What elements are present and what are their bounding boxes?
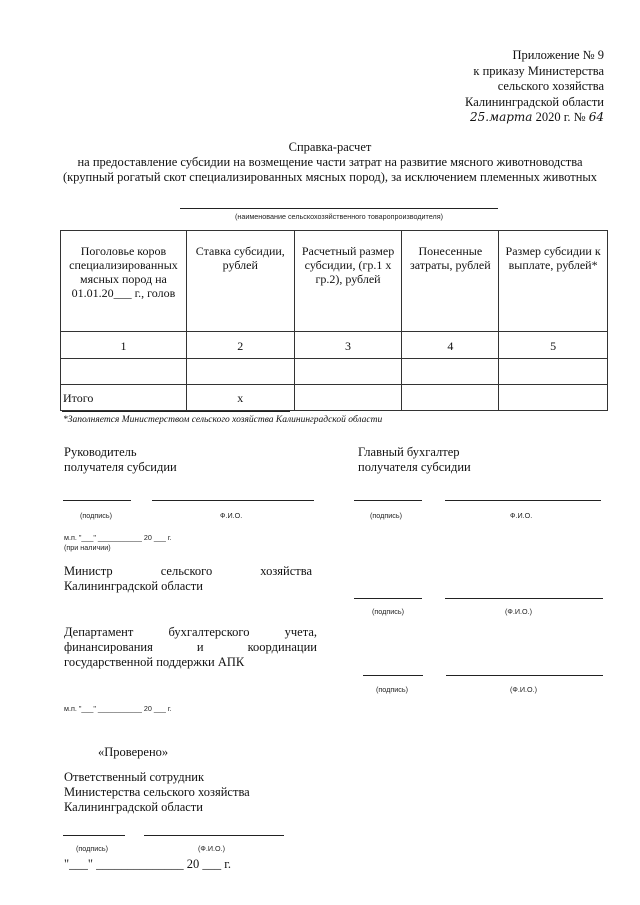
- fio-caption: (Ф.И.О.): [198, 844, 225, 853]
- signature-caption: (подпись): [372, 607, 404, 616]
- column-number: 5: [499, 332, 608, 359]
- chief-accountant-line-1: Главный бухгалтер: [358, 445, 460, 459]
- stamp-date-2: м.п. "___" ___________ 20 ___ г.: [64, 704, 172, 713]
- department-line-3: государственной поддержки АПК: [64, 655, 245, 669]
- title-line-3: (крупный рогатый скот специализированных мясных пород), за исключением племенных животных: [62, 170, 598, 184]
- total-col2: х: [186, 385, 294, 411]
- table-cell[interactable]: [294, 359, 402, 385]
- fio-line[interactable]: [445, 500, 601, 501]
- table-cell[interactable]: [499, 385, 608, 411]
- fio-line[interactable]: [152, 500, 314, 501]
- minister-line-1: Министр сельского хозяйства: [64, 564, 312, 578]
- column-number: 4: [402, 332, 499, 359]
- table-row: [61, 359, 608, 385]
- head-title: [64, 445, 177, 475]
- fio-line[interactable]: [144, 835, 284, 836]
- fio-caption: Ф.И.О.: [220, 511, 243, 520]
- responsible-line-1: Ответственный сотрудник: [64, 770, 205, 784]
- document-title: [30, 140, 630, 185]
- minister-line-2: Калининградской области: [64, 579, 203, 593]
- recipient-name-line: [180, 208, 498, 209]
- appendix-line-1: Приложение № 9: [512, 48, 604, 62]
- fio-line[interactable]: [445, 598, 603, 599]
- signature-caption: (подпись): [370, 511, 402, 520]
- department-line-2: финансирования и координации: [64, 640, 317, 654]
- title-line-2: на предоставление субсидии на возмещение части затрат на развитие мясного животноводства: [77, 155, 583, 169]
- appendix-line-4: Калининградской области: [465, 94, 604, 109]
- responsible-line-3: Калининградской области: [64, 800, 203, 814]
- responsible-line-2: Министерства сельского хозяйства: [64, 785, 250, 799]
- subsidy-table: [60, 230, 608, 411]
- fio-line[interactable]: [446, 675, 603, 676]
- appendix-block: [465, 48, 604, 126]
- header-cell: Размер субсидии к выплате, рублей*: [499, 231, 608, 332]
- footnote: *Заполняется Министерством сельского хозяйства Калининградской области: [63, 415, 383, 425]
- footnote-separator: [62, 411, 290, 412]
- table-cell[interactable]: [294, 385, 402, 411]
- fio-caption: Ф.И.О.: [510, 511, 533, 520]
- head-line-1: Руководитель: [64, 445, 137, 459]
- signature-line[interactable]: [363, 675, 423, 676]
- table-cell[interactable]: [499, 359, 608, 385]
- minister-title: [64, 564, 312, 594]
- signature-caption: (подпись): [76, 844, 108, 853]
- department-line-1: Департамент бухгалтерского учета,: [64, 625, 317, 639]
- signature-line[interactable]: [63, 835, 125, 836]
- table-column-numbers-row: [61, 332, 608, 359]
- fio-caption: (Ф.И.О.): [505, 607, 532, 616]
- table-cell[interactable]: [402, 359, 499, 385]
- head-line-2: получателя субсидии: [64, 460, 177, 474]
- appendix-line-2: к приказу Министерства: [473, 63, 604, 78]
- signature-caption: (подпись): [376, 685, 408, 694]
- recipient-caption: (наименование сельскохозяйственного товаропроизводителя): [234, 212, 444, 221]
- appendix-line-3: сельского хозяйства: [497, 79, 604, 93]
- final-date: "___" ______________ 20 ___ г.: [64, 857, 232, 871]
- chief-accountant-line-2: получателя субсидии: [358, 460, 471, 474]
- table-header-row: [61, 231, 608, 332]
- header-cell: Понесенные затраты, рублей: [402, 231, 499, 332]
- stamp-date: м.п. "___" ___________ 20 ___ г.: [64, 533, 172, 542]
- table-cell[interactable]: [402, 385, 499, 411]
- handwritten-date: 25.марта: [470, 110, 533, 124]
- column-number: 1: [61, 332, 187, 359]
- total-label: Итого: [61, 385, 187, 411]
- verified-label: «Проверено»: [98, 745, 169, 759]
- department-title: [64, 625, 317, 670]
- appendix-date-line: [465, 110, 604, 126]
- column-number: 3: [294, 332, 402, 359]
- fio-caption: (Ф.И.О.): [510, 685, 537, 694]
- chief-accountant-title: [358, 445, 471, 475]
- table-total-row: [61, 385, 608, 411]
- handwritten-number: 64: [588, 110, 604, 124]
- responsible-title: [64, 770, 250, 815]
- header-cell: Расчетный размер субсидии, (гр.1 х гр.2), рублей: [294, 231, 402, 332]
- header-cell: Поголовье коров специализированных мясных пород на 01.01.20___ г., голов: [61, 231, 187, 332]
- title-heading: Справка-расчет: [288, 140, 372, 154]
- table-cell[interactable]: [61, 359, 187, 385]
- table-cell[interactable]: [186, 359, 294, 385]
- header-cell: Ставка субсидии, рублей: [186, 231, 294, 332]
- stamp-note: (при наличии): [64, 543, 111, 552]
- signature-caption: (подпись): [80, 511, 112, 520]
- appendix-year: 2020 г. №: [535, 110, 586, 124]
- signature-line[interactable]: [354, 500, 422, 501]
- signature-line[interactable]: [354, 598, 422, 599]
- column-number: 2: [186, 332, 294, 359]
- signature-line[interactable]: [63, 500, 131, 501]
